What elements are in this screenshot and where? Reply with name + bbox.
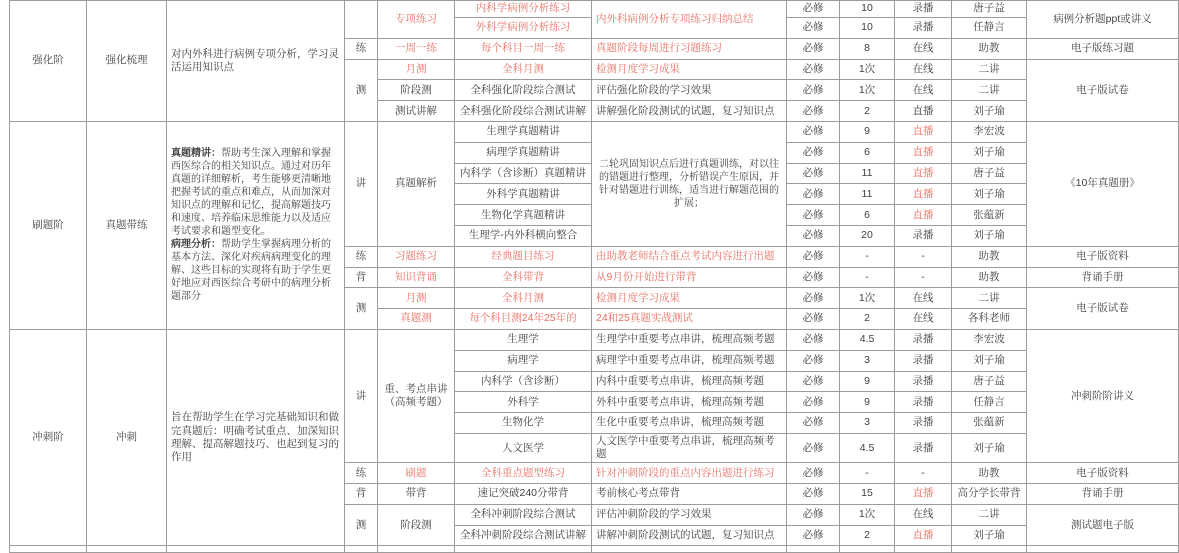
cell-course: 全科带背 xyxy=(455,267,592,288)
cell-format: 直播 xyxy=(895,142,952,163)
cell-req: 必修 xyxy=(787,350,840,371)
cell-req: 必修 xyxy=(787,59,840,80)
cell-hours: 4.5 xyxy=(840,329,895,350)
cell-req: 必修 xyxy=(787,483,840,504)
cell-materials: 冲刺阶阶讲义 xyxy=(1027,329,1179,462)
cell-group: 测试讲解 xyxy=(378,101,455,122)
cell-req: 必修 xyxy=(787,38,840,59)
cell-hours: 1次 xyxy=(840,288,895,309)
cell-hours: 4.5 xyxy=(840,433,895,462)
cell-materials: 病例分析题ppt或讲义 xyxy=(1027,1,1179,39)
cell-desc: 检测月度学习成果 xyxy=(592,288,787,309)
cell-course: 病理学真题精讲 xyxy=(455,142,592,163)
cell-course: 人文医学 xyxy=(455,433,592,462)
cell-desc: 外科中重要考点串讲，梳理高频考题 xyxy=(592,392,787,413)
cell-materials xyxy=(1027,546,1179,553)
cell-req: 必修 xyxy=(787,225,840,246)
cell-desc: 由助教老师结合重点考试内容进行出题 xyxy=(592,246,787,267)
cell-hours: 6 xyxy=(840,205,895,226)
cell-phase-desc: 真题精讲：帮助考生深入理解和掌握西医综合的相关知识点。通过对历年真题的详细解析，考生能够更清晰地把握考试的重点和难点，从而加深对知识点的理解和记忆，提高解题技巧和速度、培养临床思维能力以及适应考试要求和题型变化。 病理分析：帮助学生掌握病理分析的基本方法、深化对疾病病理变化的理解、这些目标的实现将有助于学生更好地应对西医综合考研中的病理分析题部分 xyxy=(167,121,345,329)
cell-format: 录播 xyxy=(895,18,952,39)
cell-phase-desc xyxy=(167,546,345,553)
cell-course: 每个科目一周一练 xyxy=(455,38,592,59)
cell-course: 全科月测 xyxy=(455,288,592,309)
cell-group: 真题测 xyxy=(378,309,455,330)
cell-hours: 1次 xyxy=(840,59,895,80)
cell-course: 生理学 xyxy=(455,329,592,350)
cell-req: 必修 xyxy=(787,80,840,101)
cell-hours: 6 xyxy=(840,142,895,163)
cell-hours: 10 xyxy=(840,18,895,39)
cell-teacher: 刘子瑜 xyxy=(952,184,1027,205)
cell-format: 直播 xyxy=(895,163,952,184)
cell-group: 阶段测 xyxy=(378,80,455,101)
cell-format: 直播 xyxy=(895,205,952,226)
cell-req: 必修 xyxy=(787,309,840,330)
cell-format: 在线 xyxy=(895,504,952,525)
cell-course: 全科月测 xyxy=(455,59,592,80)
cell-teacher: 刘子瑜 xyxy=(952,225,1027,246)
cell-desc: 讲解强化阶段测试的试题，复习知识点 xyxy=(592,101,787,122)
cell-materials: 《10年真题册》 xyxy=(1027,121,1179,246)
cell-teacher xyxy=(952,546,1027,553)
cell-hours: - xyxy=(840,463,895,484)
cell-hours xyxy=(840,546,895,553)
table-row xyxy=(10,121,1179,142)
cell-req xyxy=(787,546,840,553)
cell-hours: 10 xyxy=(840,1,895,18)
cell-teacher: 刘子瑜 xyxy=(952,433,1027,462)
cell-format: 录播 xyxy=(895,329,952,350)
cell-stage: 强化阶 xyxy=(10,1,87,122)
cell-course xyxy=(455,546,592,553)
cell-req: 必修 xyxy=(787,1,840,18)
cell-desc: 讲解冲刺阶段测试的试题，复习知识点 xyxy=(592,525,787,546)
cell-type xyxy=(345,546,378,553)
cell-format xyxy=(895,546,952,553)
cell-teacher: 二讲 xyxy=(952,80,1027,101)
cell-format: 录播 xyxy=(895,433,952,462)
cell-format: 直播 xyxy=(895,121,952,142)
cell-teacher: 助教 xyxy=(952,267,1027,288)
cell-hours: - xyxy=(840,267,895,288)
cell-hours: 3 xyxy=(840,413,895,434)
cell-materials: 电子版资料 xyxy=(1027,463,1179,484)
cell-course: 生理学真题精讲 xyxy=(455,121,592,142)
cell-phase: 冲刺 xyxy=(87,329,167,545)
cell-course: 全科重点题型练习 xyxy=(455,463,592,484)
cell-teacher: 刘子瑜 xyxy=(952,350,1027,371)
cell-course: 外科学 xyxy=(455,392,592,413)
cell-hours: 1次 xyxy=(840,504,895,525)
cell-group: 阶段测 xyxy=(378,504,455,546)
cell-hours: 3 xyxy=(840,350,895,371)
cell-format: 录播 xyxy=(895,1,952,18)
table-row xyxy=(10,1,1179,18)
cell-course: 速记突破240分带背 xyxy=(455,483,592,504)
cell-hours: 9 xyxy=(840,371,895,392)
cell-format: 在线 xyxy=(895,80,952,101)
cell-materials: 电子版试卷 xyxy=(1027,59,1179,121)
cell-teacher: 张蕴新 xyxy=(952,205,1027,226)
cell-type: 练 xyxy=(345,38,378,59)
cell-teacher: 高分学长带背 xyxy=(952,483,1027,504)
cell-materials: 电子版练习题 xyxy=(1027,38,1179,59)
cell-desc: 生理学中重要考点串讲，梳理高频考题 xyxy=(592,329,787,350)
cell-hours: 11 xyxy=(840,184,895,205)
cell-teacher: 唐子益 xyxy=(952,1,1027,18)
cell-course: 内科学（含诊断）真题精讲 xyxy=(455,163,592,184)
cell-course: 生理学-内外科横向整合 xyxy=(455,225,592,246)
cell-course: 每个科目测24年25年的 xyxy=(455,309,592,330)
cell-desc: 内外科病例分析专项练习归纳总结 xyxy=(592,1,787,39)
cell-teacher: 唐子益 xyxy=(952,163,1027,184)
cell-hours: 2 xyxy=(840,525,895,546)
cell-teacher: 二讲 xyxy=(952,504,1027,525)
cell-desc: 检测月度学习成果 xyxy=(592,59,787,80)
cell-desc: 真题阶段每周进行习题练习 xyxy=(592,38,787,59)
cell-course: 内科学（含诊断） xyxy=(455,371,592,392)
cell-group: 重、考点串讲（高频考题） xyxy=(378,329,455,462)
cell-teacher: 助教 xyxy=(952,246,1027,267)
cell-desc: 评估强化阶段的学习效果 xyxy=(592,80,787,101)
cell-type: 讲 xyxy=(345,329,378,462)
cell-type: 测 xyxy=(345,59,378,121)
cell-type: 背 xyxy=(345,483,378,504)
cell-group: 真题解析 xyxy=(378,121,455,246)
cell-desc: 24和25真题实战测试 xyxy=(592,309,787,330)
cell-teacher: 李宏波 xyxy=(952,121,1027,142)
cell-format: 在线 xyxy=(895,38,952,59)
cell-course: 内科学病例分析练习 xyxy=(455,1,592,18)
cell-teacher: 张蕴新 xyxy=(952,413,1027,434)
cell-group: 月测 xyxy=(378,59,455,80)
cell-req: 必修 xyxy=(787,121,840,142)
cell-desc: 生化中重要考点串讲，梳理高频考题 xyxy=(592,413,787,434)
cell-course: 经典题目练习 xyxy=(455,246,592,267)
cell-teacher: 任静言 xyxy=(952,18,1027,39)
cell-format: 录播 xyxy=(895,392,952,413)
cell-phase-desc: 对内外科进行病例专项分析，学习灵活运用知识点 xyxy=(167,1,345,122)
cell-format: 直播 xyxy=(895,184,952,205)
cell-phase: 强化梳理 xyxy=(87,1,167,122)
cell-format: 在线 xyxy=(895,309,952,330)
cell-course: 病理学 xyxy=(455,350,592,371)
cell-desc: 人文医学中重要考点串讲，梳理高频考题 xyxy=(592,433,787,462)
cell-req: 必修 xyxy=(787,18,840,39)
cell-desc: 病理学中重要考点串讲，梳理高频考题 xyxy=(592,350,787,371)
cell-stage: 刷题阶 xyxy=(10,121,87,329)
cell-desc: 二轮巩固知识点后进行真题训练，对以往的错题进行整理，分析错误产生原因，并针对错题进行训练，适当进行解题范围的扩展； xyxy=(592,121,787,246)
cell-hours: - xyxy=(840,246,895,267)
cell-hours: 11 xyxy=(840,163,895,184)
cell-course: 全科冲刺阶段综合测试讲解 xyxy=(455,525,592,546)
cell-type: 练 xyxy=(345,463,378,484)
cell-type: 背 xyxy=(345,267,378,288)
cell-req: 必修 xyxy=(787,184,840,205)
table-row xyxy=(10,546,1179,553)
cell-format: 直播 xyxy=(895,483,952,504)
cell-req: 必修 xyxy=(787,329,840,350)
cell-format: 在线 xyxy=(895,288,952,309)
cell-hours: 8 xyxy=(840,38,895,59)
cell-materials: 背诵手册 xyxy=(1027,267,1179,288)
cell-type: 讲 xyxy=(345,121,378,246)
cell-desc: 内科中重要考点串讲，梳理高频考题 xyxy=(592,371,787,392)
cell-teacher: 助教 xyxy=(952,463,1027,484)
cell-req: 必修 xyxy=(787,371,840,392)
table-row xyxy=(10,329,1179,350)
cell-teacher: 二讲 xyxy=(952,288,1027,309)
cell-group xyxy=(378,546,455,553)
cell-teacher: 二讲 xyxy=(952,59,1027,80)
cell-stage xyxy=(10,546,87,553)
cell-req: 必修 xyxy=(787,463,840,484)
cell-req: 必修 xyxy=(787,267,840,288)
cell-format: 录播 xyxy=(895,413,952,434)
cell-course: 生物化学真题精讲 xyxy=(455,205,592,226)
cell-hours: 20 xyxy=(840,225,895,246)
cell-hours: 2 xyxy=(840,101,895,122)
cell-req: 必修 xyxy=(787,205,840,226)
cell-course: 生物化学 xyxy=(455,413,592,434)
cell-teacher: 唐子益 xyxy=(952,371,1027,392)
cell-type: 测 xyxy=(345,288,378,330)
cell-phase xyxy=(87,546,167,553)
cell-phase: 真题带练 xyxy=(87,121,167,329)
curriculum-table xyxy=(9,0,1179,553)
cell-hours: 2 xyxy=(840,309,895,330)
cell-materials: 电子版资料 xyxy=(1027,246,1179,267)
cell-desc: 从9月份开始进行带背 xyxy=(592,267,787,288)
cell-hours: 9 xyxy=(840,121,895,142)
cell-format: 在线 xyxy=(895,59,952,80)
cell-teacher: 刘子瑜 xyxy=(952,142,1027,163)
cell-desc xyxy=(592,546,787,553)
cell-hours: 1次 xyxy=(840,80,895,101)
cell-teacher: 任静言 xyxy=(952,392,1027,413)
cell-teacher: 助教 xyxy=(952,38,1027,59)
cell-format: 直播 xyxy=(895,525,952,546)
cell-course: 外科学真题精讲 xyxy=(455,184,592,205)
cell-group: 月测 xyxy=(378,288,455,309)
cell-group: 知识背诵 xyxy=(378,267,455,288)
cell-format: 录播 xyxy=(895,225,952,246)
cell-req: 必修 xyxy=(787,504,840,525)
cell-desc: 评估冲刺阶段的学习效果 xyxy=(592,504,787,525)
cell-stage: 冲刺阶 xyxy=(10,329,87,545)
cell-teacher: 李宏波 xyxy=(952,329,1027,350)
cell-type: 测 xyxy=(345,504,378,546)
cell-type: 练 xyxy=(345,246,378,267)
cell-desc: 针对冲刺阶段的重点内容出题进行练习 xyxy=(592,463,787,484)
cell-format: - xyxy=(895,246,952,267)
cell-course: 外科学病例分析练习 xyxy=(455,18,592,39)
cell-course: 全科强化阶段综合测试讲解 xyxy=(455,101,592,122)
cell-teacher: 刘子瑜 xyxy=(952,525,1027,546)
cell-format: 直播 xyxy=(895,101,952,122)
cell-group: 带背 xyxy=(378,483,455,504)
cell-group: 习题练习 xyxy=(378,246,455,267)
cell-req: 必修 xyxy=(787,101,840,122)
cell-format: - xyxy=(895,267,952,288)
cell-req: 必修 xyxy=(787,433,840,462)
cell-format: - xyxy=(895,463,952,484)
cell-req: 必修 xyxy=(787,288,840,309)
cell-teacher: 刘子瑜 xyxy=(952,101,1027,122)
cell-hours: 15 xyxy=(840,483,895,504)
cell-course: 全科强化阶段综合测试 xyxy=(455,80,592,101)
cell-desc: 考前核心考点带背 xyxy=(592,483,787,504)
cell-type xyxy=(345,1,378,39)
cell-format: 录播 xyxy=(895,371,952,392)
cell-req: 必修 xyxy=(787,163,840,184)
cell-materials: 电子版试卷 xyxy=(1027,288,1179,330)
cell-group: 专项练习 xyxy=(378,1,455,39)
cell-req: 必修 xyxy=(787,413,840,434)
cell-course: 全科冲刺阶段综合测试 xyxy=(455,504,592,525)
cell-hours: 9 xyxy=(840,392,895,413)
cell-req: 必修 xyxy=(787,246,840,267)
cell-teacher: 各科老师 xyxy=(952,309,1027,330)
cell-group: 一周一练 xyxy=(378,38,455,59)
cell-materials: 测试题电子版 xyxy=(1027,504,1179,546)
cell-req: 必修 xyxy=(787,392,840,413)
cell-phase-desc: 旨在帮助学生在学习完基础知识和做完真题后：明确考试重点、加深知识理解、提高解题技巧、也起到复习的作用 xyxy=(167,329,345,545)
cell-req: 必修 xyxy=(787,525,840,546)
cell-req: 必修 xyxy=(787,142,840,163)
cell-group: 刷题 xyxy=(378,463,455,484)
cell-format: 录播 xyxy=(895,350,952,371)
cell-materials: 背诵手册 xyxy=(1027,483,1179,504)
curriculum-table-body xyxy=(10,1,1179,553)
